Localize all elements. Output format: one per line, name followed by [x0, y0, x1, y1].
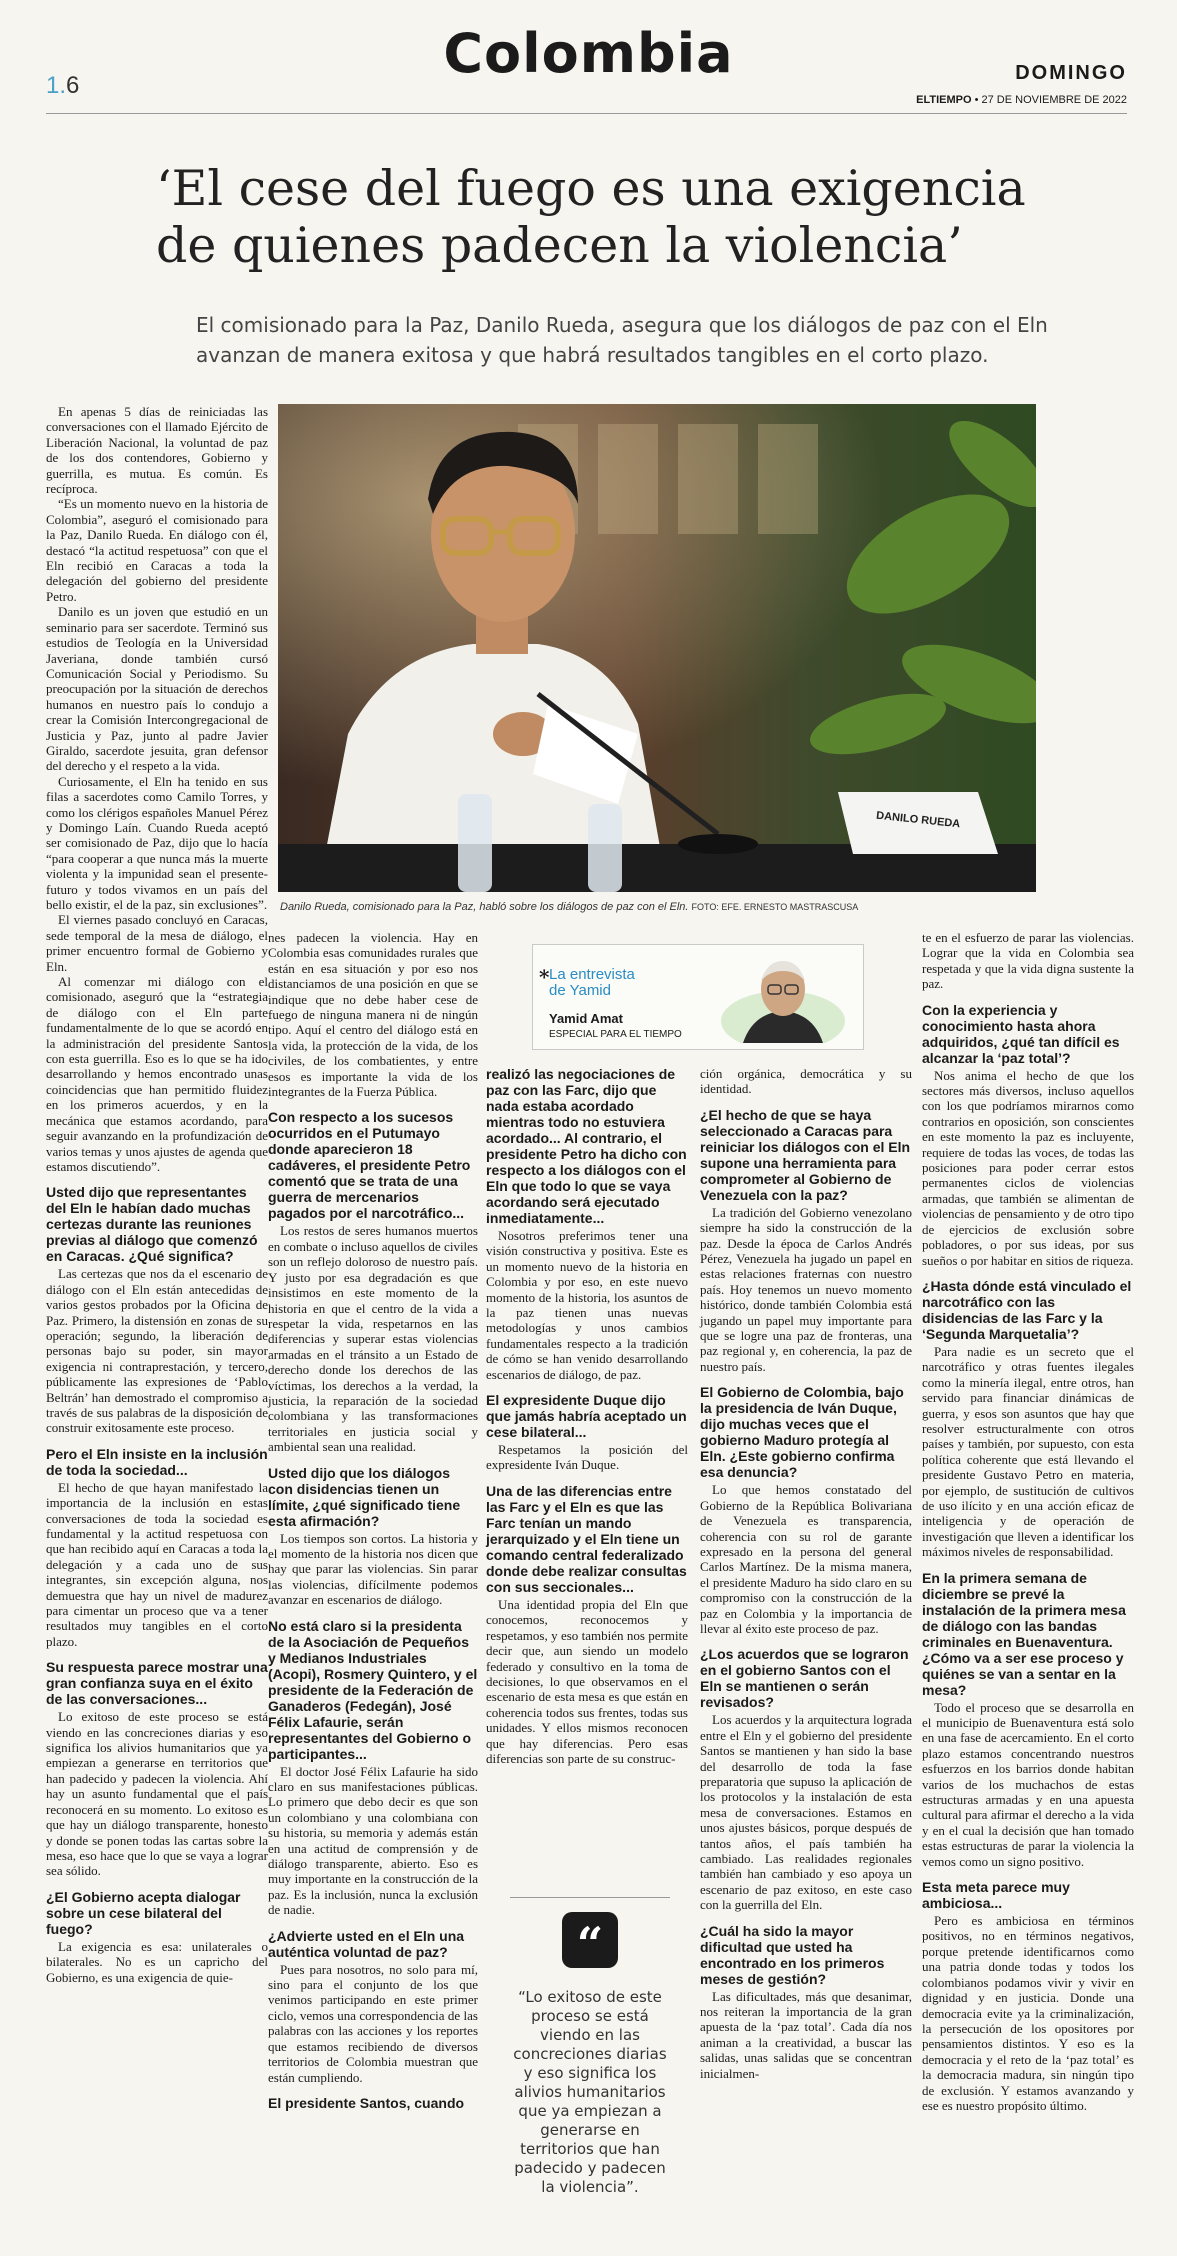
answer: Nos anima el hecho de que los sectores más diversos, incluso aquellos con los que podríamos mirarnos como contrarios en oposición, son conscientes en este momento la paz es incluyente, requiere de todas las voces, de todas las posiciones para poder cerrar estos permanentes ciclos de violencias armadas, que también se alimentan de violencias de pensamiento y de otro tipo de ejercicios de exclusión sobre pobladores, o por sus ideas, por sus sueños o por habitar en sitios de riqueza. — [922, 1067, 1134, 1268]
answer: Pero es ambiciosa en términos positivos, no en términos negativos, porque pretende identificarnos como una patria donde todas y todos los colombianos podamos vivir y vivir en dignidad y en justicia. Donde una democracia evite ya la criminalización, la persecución de los opositores por pensamientos distintos. Y eso es la democracia y el reto de la ‘paz total’ es la democracia madura, sin ningún tipo de exclusión. Y estamos avanzando y ese es nuestro propósito último. — [922, 1913, 1134, 2113]
question: ¿Advierte usted en el Eln una auténtica voluntad de paz? — [268, 1927, 465, 1960]
author-name: Yamid Amat — [549, 1011, 623, 1026]
paragraph: En apenas 5 días de reiniciadas las conversaciones con el llamado Ejército de Liberación Nacional, la voluntad de paz de los dos contendores, Gobierno y guerrilla, es mutua. Es común. Es recíproca. — [46, 404, 268, 497]
paragraph: El viernes pasado concluyó en Caracas, sede temporal de la mesa de diálogo, el primer encuentro formal de Gobierno y Eln. — [46, 912, 268, 974]
answer: Las dificultades, más que desanimar, nos reiteran la importancia de la gran apuesta de la ‘paz total’. Cada día nos animan a la creatividad, a buscar las salidas, unas salidas que se concentran inicialmen- — [700, 1988, 912, 2081]
question: Esta meta parece muy ambiciosa... — [922, 1879, 1070, 1912]
author-role: ESPECIAL PARA EL TIEMPO — [549, 1029, 682, 1040]
nameplate-text: DANILO RUEDA — [875, 809, 961, 831]
column-1 — [46, 404, 268, 1985]
question: Su respuesta parece mostrar una gran confianza suya en el éxito de las conversaciones... — [46, 1659, 268, 1708]
page-number: 1.6 — [46, 72, 80, 99]
answer: Nosotros preferimos tener una visión constructiva y positiva. Este es un momento nuevo de la historia en Colombia y por eso, en este nuevo momento de la historia, los asuntos de la paz tienen unas nuevas metodologías y unos cambios fundamentales respecto a la tradición de cómo se han venido desarrollando escenarios de diálogo, de paz. — [486, 1228, 688, 1382]
question: Con respecto a los sucesos ocurridos en el Putumayo donde aparecieron 18 cadáveres, el presidente Petro comentó que se trata de una guerra de mercenarios pagados por el narcotráfico... — [268, 1109, 471, 1222]
answer: Pues para nosotros, no solo para mí, sino para el conjunto de los que venimos participando en este primer ciclo, vemos una correspondencia de las palabras con las acciones y los reportes que estamos recibiendo de diversos territorios de Colombia muestran que están cumpliendo. — [268, 1961, 478, 2085]
question: Usted dijo que los diálogos con disidencias tienen un límite, ¿qué significado tiene esta afirmación? — [268, 1464, 461, 1529]
headline: ‘El cese del fuego es una exigencia de quienes padecen la violencia’ — [156, 160, 1026, 274]
answer: La tradición del Gobierno venezolano siempre ha sido la construcción de la paz. Desde la época de Carlos Andrés Pérez, Venezuela ha jugado un papel en estas relaciones fraternas con nuestro país. Hoy tenemos un nuevo momento histórico, donde también Colombia está jugando un papel muy importante para que se logre una paz de fronteras, una paz regional y, en coherencia, la paz de nuestro país. — [700, 1204, 912, 1374]
day-label: DOMINGO — [1015, 62, 1127, 84]
dateline: ELTIEMPO • 27 DE NOVIEMBRE DE 2022 — [916, 94, 1127, 106]
answer: Para nadie es un secreto que el narcotráfico y otras fuentes ilegales como la minería ilegal, entre otros, han servido para financiar dinámicas de guerra, y esos son asuntos que hay que resolver estructuralmente con otros países y también, por supuesto, con esta política coherente que está llevando el presidente Gustavo Petro en materia, por ejemplo, de sustitución de cultivos de uso ilícito y en una acción eficaz de inteligencia y de operación de investigación que lleven a identificar los máximos niveles de responsabilidad. — [922, 1343, 1134, 1560]
question: ¿Los acuerdos que se lograron en el gobierno Santos con el Eln se mantienen o serán revisados? — [700, 1646, 909, 1711]
section-title: Colombia — [443, 22, 734, 85]
photo-caption: Danilo Rueda, comisionado para la Paz, habló sobre los diálogos de paz con el Eln. FOTO: EFE. ERNESTO MASTRASCUSA — [280, 901, 859, 913]
question: ¿Cuál ha sido la mayor dificultad que usted ha encontrado en los primeros meses de gestión? — [700, 1922, 885, 1987]
paragraph: Danilo es un joven que estudió en un seminario para ser sacerdote. Terminó sus estudios de Teología en la Universidad Javeriana, donde también cursó Comunicación Social y Periodismo. Su preocupación por la situación de derechos humanos en nuestro país lo condujo a crear la Comisión Intercongregacional de Justicia y Paz, junto al padre Javier Giraldo, sacerdote jesuita, gran defensor del derecho y el respeto a la vida. — [46, 604, 268, 774]
author-portrait — [713, 951, 853, 1043]
question: ¿El Gobierno acepta dialogar sobre un cese bilateral del fuego? — [46, 1888, 241, 1937]
answer: La exigencia es esa: unilaterales o bilaterales. No es un capricho del Gobierno, es una exigencia de quie- — [46, 1938, 268, 1985]
answer: Los acuerdos y la arquitectura lograda entre el Eln y el gobierno del presidente Santos se mantienen y han sido la base del desarrollo de toda la fase preparatoria que supuso la aplicación de los protocolos y la instalación de esta mesa de conversaciones. Estamos en unos ajustes básicos, porque después de tantos años, el país también ha cambiado. Las realidades regionales también han cambiado y eso apoya un escenario de paz exitoso, en este caso con la guerrilla del Eln. — [700, 1712, 912, 1913]
answer: Lo exitoso de este proceso se está viendo en las concreciones diarias y eso significa los alivios humanitarios que ya empiezan a generarse en territorios que han padecido y padecen la violencia. Ahí hay un asunto fundamental que el país reconocerá en su momento. Lo exitoso es que hay un diálogo transparente, honesto y donde se ponen todas las cartas sobre la mesa, eso hace que lo que se vaya a lograr sea sólido. — [46, 1709, 268, 1879]
answer: Respetamos la posición del expresidente Iván Duque. — [486, 1442, 688, 1473]
question: Usted dijo que representantes del Eln le habían dado muchas certezas durante las reuniones previas al diálogo que comenzó en Caracas. ¿Qué significa? — [46, 1184, 258, 1265]
header-rule — [46, 113, 1127, 114]
question: El expresidente Duque dijo que jamás habría aceptado un cese bilateral... — [486, 1392, 687, 1441]
answer: Los tiempos son cortos. La historia y el momento de la historia nos dicen que hay que parar las violencias. Sin parar las violencias, difícilmente podemos avanzar en escenarios de diálogo. — [268, 1530, 478, 1608]
column-4 — [700, 1066, 912, 2081]
answer: El hecho de que hayan manifestado la importancia de la inclusión en estas conversaciones de toda la sociedad es fundamental y la actitud respetuosa con que han recibido aquí en Caracas a toda la delegación y a cada uno de sus integrantes, sin excepción alguna, nos demuestra que hay un nivel de madurez para cimentar un proceso que va a tener resultados muy tangibles en el corto plazo. — [46, 1479, 268, 1649]
column-2 — [268, 930, 478, 2113]
column-3 — [486, 1066, 688, 1766]
answer: Lo que hemos constatado del Gobierno de la República Bolivariana de Venezuela es transparencia, coherencia con su rol de garante expresado en la persona del general Carlos Martínez. De la misma manera, el presidente Maduro ha sido claro en su compromiso con la construcción de la paz en Colombia y la importancia de llevar al éxito este proceso de paz. — [700, 1482, 912, 1636]
question: Con la experiencia y conocimiento hasta ahora adquiridos, ¿qué tan difícil es alcanzar la ‘paz total’? — [922, 1001, 1120, 1066]
deck: El comisionado para la Paz, Danilo Rueda, asegura que los diálogos de paz con el Eln avanzan de manera exitosa y que habrá resultados tangibles en el corto plazo. — [196, 313, 1048, 367]
answer: El doctor José Félix Lafaurie ha sido claro en sus manifestaciones públicas. Lo primero que debo decir es que son un colombiano y una colombiana con su historia, su memoria y además están en una actitud de comprensión y de diálogo transparente, abierto. Eso es muy importante en la construcción de la paz. Es la inclusión, nunca la exclusión de nadie. — [268, 1763, 478, 1918]
interview-box — [532, 944, 864, 1050]
question: En la primera semana de diciembre se prevé la instalación de la primera mesa de diálogo con las bandas criminales en Buenaventura. ¿Cómo va a ser ese proceso y quiénes se van a sentar en la mesa? — [922, 1569, 1126, 1698]
paragraph: “Es un momento nuevo en la historia de Colombia”, aseguró el comisionado para la Paz, Danilo Rueda. En diálogo con él, destacó “la actitud respetuosa” con que el Eln recibió en Caracas a toda la delegación del gobierno del presidente Petro. — [46, 496, 268, 604]
quote-divider — [510, 1897, 670, 1898]
answer: Una identidad propia del Eln que conocemos, reconocemos y respetamos, y eso también nos permite decir que, aun siendo un modelo federado y consultivo en la toma de decisiones, lo que observamos en el escenario de esta mesa es que están en coherencia todos sus frentes, todas sus unidades. Y ellos mismos reconocen que hay diferencias. Pero esas diferencias son parte de su construc- — [486, 1596, 688, 1766]
paragraph: Al comenzar mi diálogo con el comisionado, aseguró que la “estrategia de diálogo con el Eln parte fundamentalmente de lo que se acordó en la administración del presidente Santos con esta guerrilla. Eso es lo que se ha ido desarrollando y hemos encontrado unas coincidencias que han permitido fluidez en los primeros acuerdos, y en la mecánica que estamos acordando, para seguir avanzando en la profundización de varios temas y unos ajustes de agenda que estamos discutiendo”. — [46, 974, 268, 1174]
answer: nes padecen la violencia. Hay en Colombia esas comunidades rurales que están en esa situación y por eso nos distanciamos de una posición en que se indique que no debe haber cese de fuego de ninguna manera ni de ningún tipo. Aquí el centro del diálogo está en la vida, la protección de la vida, de los civiles, de los combatientes, y entre esos es importante la vida de los integrantes de la Fuerza Pública. — [268, 930, 478, 1100]
question: El Gobierno de Colombia, bajo la presidencia de Iván Duque, dijo muchas veces que el gobierno Maduro protegía al Eln. ¿Este gobierno confirma esa denuncia? — [700, 1384, 904, 1481]
answer: te en el esfuerzo de parar las violencias. Lograr que la vida en Colombia sea respetada y que la vida digna sustente la paz. — [922, 930, 1134, 992]
answer: ción orgánica, democrática y su identidad. — [700, 1066, 912, 1097]
main-photo — [278, 404, 1036, 892]
asterisk-icon: * — [539, 965, 550, 989]
question: Pero el Eln insiste en la inclusión de toda la sociedad... — [46, 1445, 268, 1478]
question: realizó las negociaciones de paz con las Farc, dijo que nada estaba acordado mientras todo no estuviera acordado... Al contrario, el presidente Petro ha dicho con respecto a los diálogos con el Eln que todo lo que se vaya acordando será ejecutado inmediatamente... — [486, 1066, 687, 1226]
answer: Todo el proceso que se desarrolla en el municipio de Buenaventura está solo en una fase de acercamiento. En el corto plazo estamos concentrando nuestros esfuerzos en los barrios donde habitan varios de los muchachos de estas estructuras armadas y en una apuesta cultural para afirmar el derecho a la vida y en el cual la decisión que han tomado estas estructuras de parar la violencia la vemos como un signo positivo. — [922, 1699, 1134, 1869]
paragraph: Curiosamente, el Eln ha tenido en sus filas a sacerdotes como Camilo Torres, y como los clérigos españoles Manuel Pérez y Domingo Laín. Cuando Rueda aceptó ser comisionado de Paz, dijo que lo hacía “para cooperar a que nunca más la muerte violenta y la impunidad sean el presente-futuro y todos vivamos en un país del bello existir, el de la paz, sin exclusiones”. — [46, 773, 268, 912]
answer: Las certezas que nos da el escenario de diálogo con el Eln están antecedidas de varios gestos probados por la Oficina de Paz. Primero, la distensión en zonas de su operación; segundo, la liberación de personas bajo su poder, sin mayor exigencia ni contraprestación, y tercero, públicamente las expresiones de ‘Pablo Beltrán’ han demostrado el compromiso a través de sus palabras de la disposición de construir exitosamente este proceso. — [46, 1266, 268, 1436]
interview-label: La entrevista de Yamid — [549, 966, 635, 999]
column-5 — [922, 930, 1134, 2113]
question: No está claro si la presidenta de la Asociación de Pequeños y Medianos Industriales (Acopi), Rosmery Quintero, y el presidente de la Federación de Ganaderos (Fedegán), José Félix Lafaurie, serán representantes del Gobierno o participantes... — [268, 1617, 478, 1762]
question: ¿El hecho de que se haya seleccionado a Caracas para reiniciar los diálogos con el Eln supone una herramienta para comprometer al Gobierno de Venezuela con la paz? — [700, 1106, 911, 1203]
question: El presidente Santos, cuando — [268, 2094, 465, 2111]
question: Una de las diferencias entre las Farc y el Eln es que las Farc tenían un mando jerarquizado y el Eln tiene un comando central federalizado donde debe realizar consultas con sus seccionales... — [486, 1482, 687, 1595]
pull-quote — [510, 1897, 670, 2197]
answer: Los restos de seres humanos muertos en combate o incluso aquellos de civiles son un reflejo doloroso de nuestro país. Y justo por esa degradación es que insistimos en este momento de la historia en que el centro de la vida a respetar la vida, respetarnos en las diferencias y superar estas violencias armadas en el tránsito a un Estado de derecho donde los derechos de las víctimas, los derechos a la verdad, la justicia, la reparación de la sociedad colombiana y las transformaciones territoriales en justicia social y ambiental sean una realidad. — [268, 1223, 478, 1455]
pull-quote-text: “Lo exitoso de este proceso se está viendo en las concreciones diarias y eso significa los alivios humanitarios que ya empiezan a generarse en territorios que han padecido y padecen la violencia”. — [513, 1988, 667, 2196]
quote-icon — [510, 1912, 670, 1968]
svg-text:“: “ — [576, 1917, 604, 1968]
question: ¿Hasta dónde está vinculado el narcotráfico con las disidencias de las Farc y la ‘Segunda Marquetalia’? — [922, 1277, 1132, 1342]
